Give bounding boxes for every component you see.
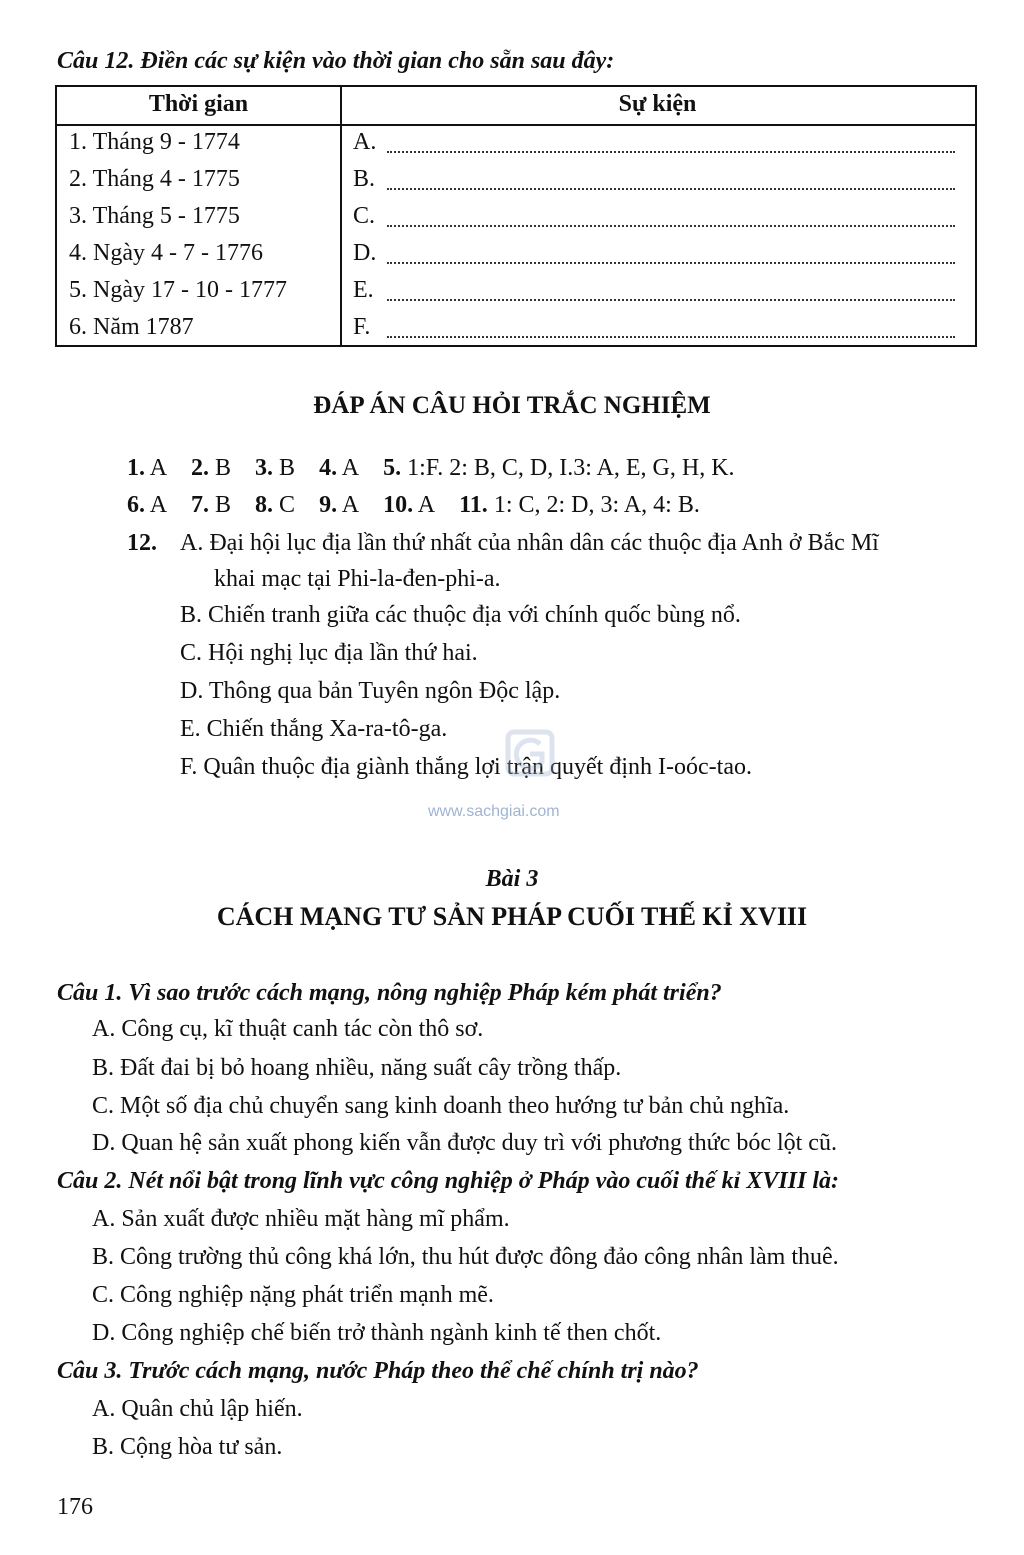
table-cell-event: A. — [353, 129, 377, 155]
event-table — [55, 85, 977, 347]
answer-line-1 — [127, 455, 735, 482]
answer-number: 8. — [255, 492, 274, 518]
table-row — [57, 311, 975, 348]
answer-value: B — [215, 455, 232, 481]
question-option: A. Công cụ, kĩ thuật canh tác còn thô sơ. — [92, 1016, 484, 1042]
answer-value: C — [279, 492, 296, 518]
answer-12-line: C. Hội nghị lục địa lần thứ hai. — [180, 640, 478, 666]
answer-number: 2. — [191, 455, 210, 481]
answer-number: 6. — [127, 492, 145, 518]
table-row — [57, 274, 975, 311]
answer-value: B — [215, 492, 232, 518]
blank-dotted-line — [387, 299, 955, 301]
blank-dotted-line — [387, 188, 955, 190]
table-row — [57, 237, 975, 274]
question-option: C. Công nghiệp nặng phát triển mạnh mẽ. — [92, 1282, 494, 1308]
answer-12-number: 12. — [127, 530, 157, 556]
answer-value: A — [417, 492, 436, 518]
answer-line-2 — [127, 492, 700, 519]
table-row — [57, 163, 975, 200]
table-cell-event: F. — [353, 314, 371, 340]
table-cell-time: 5. Ngày 17 - 10 - 1777 — [69, 277, 287, 303]
table-row — [57, 126, 975, 163]
answer-number: 11. — [459, 492, 488, 518]
table-cell-time: 4. Ngày 4 - 7 - 1776 — [69, 240, 263, 266]
blank-dotted-line — [387, 336, 955, 338]
answer-number: 5. — [383, 455, 402, 481]
watermark-logo — [470, 728, 590, 778]
answer-value: A — [149, 455, 168, 481]
lesson-title: CÁCH MẠNG TƯ SẢN PHÁP CUỐI THẾ KỈ XVIII — [216, 902, 808, 931]
question-12-heading: Câu 12. Điền các sự kiện vào thời gian cho sẵn sau đây: — [57, 48, 615, 74]
watermark-url: www.sachgiai.com — [428, 803, 560, 820]
answer-number: 3. — [255, 455, 274, 481]
answer-number: 7. — [191, 492, 210, 518]
answer-number: 10. — [383, 492, 414, 518]
answer-12-line: D. Thông qua bản Tuyên ngôn Độc lập. — [180, 678, 561, 704]
page-number: 176 — [57, 1494, 93, 1520]
answer-value: A — [341, 455, 360, 481]
answer-value: A — [149, 492, 168, 518]
answer-number: 1. — [127, 455, 145, 481]
answer-12-line: A. Đại hội lục địa lần thứ nhất của nhân dân các thuộc địa Anh ở Bắc Mĩ — [180, 530, 879, 556]
table-cell-event: D. — [353, 240, 377, 266]
blank-dotted-line — [387, 262, 955, 264]
answer-value: A — [341, 492, 360, 518]
question-option: B. Cộng hòa tư sản. — [92, 1434, 283, 1460]
table-header-time: Thời gian — [148, 91, 249, 117]
answer-value: 1:F. 2: B, C, D, I.3: A, E, G, H, K. — [407, 455, 735, 481]
question-2-heading: Câu 2. Nét nổi bật trong lĩnh vực công nghiệp ở Pháp vào cuối thế kỉ XVIII là: — [57, 1168, 840, 1194]
table-cell-event: B. — [353, 166, 376, 192]
question-option: B. Công trường thủ công khá lớn, thu hút được đông đảo công nhân làm thuê. — [92, 1244, 839, 1270]
table-cell-time: 6. Năm 1787 — [69, 314, 194, 340]
table-cell-time: 1. Tháng 9 - 1774 — [69, 129, 240, 155]
table-cell-time: 2. Tháng 4 - 1775 — [69, 166, 240, 192]
table-cell-time: 3. Tháng 5 - 1775 — [69, 203, 240, 229]
lesson-label: Bài 3 — [485, 866, 539, 892]
table-cell-event: E. — [353, 277, 374, 303]
table-row — [57, 200, 975, 237]
question-option: A. Sản xuất được nhiều mặt hàng mĩ phẩm. — [92, 1206, 510, 1232]
answer-12-line: F. Quân thuộc địa giành thắng lợi trận quyết định I-oóc-tao. — [180, 754, 752, 780]
table-header-event: Sự kiện — [618, 91, 697, 117]
answer-12-line: E. Chiến thắng Xa-ra-tô-ga. — [180, 716, 448, 742]
question-option: C. Một số địa chủ chuyển sang kinh doanh theo hướng tư bản chủ nghĩa. — [92, 1093, 790, 1119]
answer-value: B — [279, 455, 296, 481]
question-option: B. Đất đai bị bỏ hoang nhiều, năng suất cây trồng thấp. — [92, 1055, 622, 1081]
answers-title: ĐÁP ÁN CÂU HỎI TRẮC NGHIỆM — [313, 392, 711, 419]
question-option: A. Quân chủ lập hiến. — [92, 1396, 303, 1422]
question-option: D. Công nghiệp chế biến trở thành ngành kinh tế then chốt. — [92, 1320, 662, 1346]
answer-number: 4. — [319, 455, 338, 481]
answer-12-line: B. Chiến tranh giữa các thuộc địa với chính quốc bùng nổ. — [180, 602, 741, 628]
blank-dotted-line — [387, 225, 955, 227]
answer-number: 9. — [319, 492, 338, 518]
question-3-heading: Câu 3. Trước cách mạng, nước Pháp theo thể chế chính trị nào? — [57, 1358, 699, 1384]
question-option: D. Quan hệ sản xuất phong kiến vẫn được duy trì với phương thức bóc lột cũ. — [92, 1130, 837, 1156]
answer-value: 1: C, 2: D, 3: A, 4: B. — [493, 492, 700, 518]
answer-12-line: khai mạc tại Phi-la-đen-phi-a. — [214, 566, 501, 592]
table-cell-event: C. — [353, 203, 376, 229]
question-1-heading: Câu 1. Vì sao trước cách mạng, nông nghiệp Pháp kém phát triển? — [57, 980, 722, 1006]
blank-dotted-line — [387, 151, 955, 153]
